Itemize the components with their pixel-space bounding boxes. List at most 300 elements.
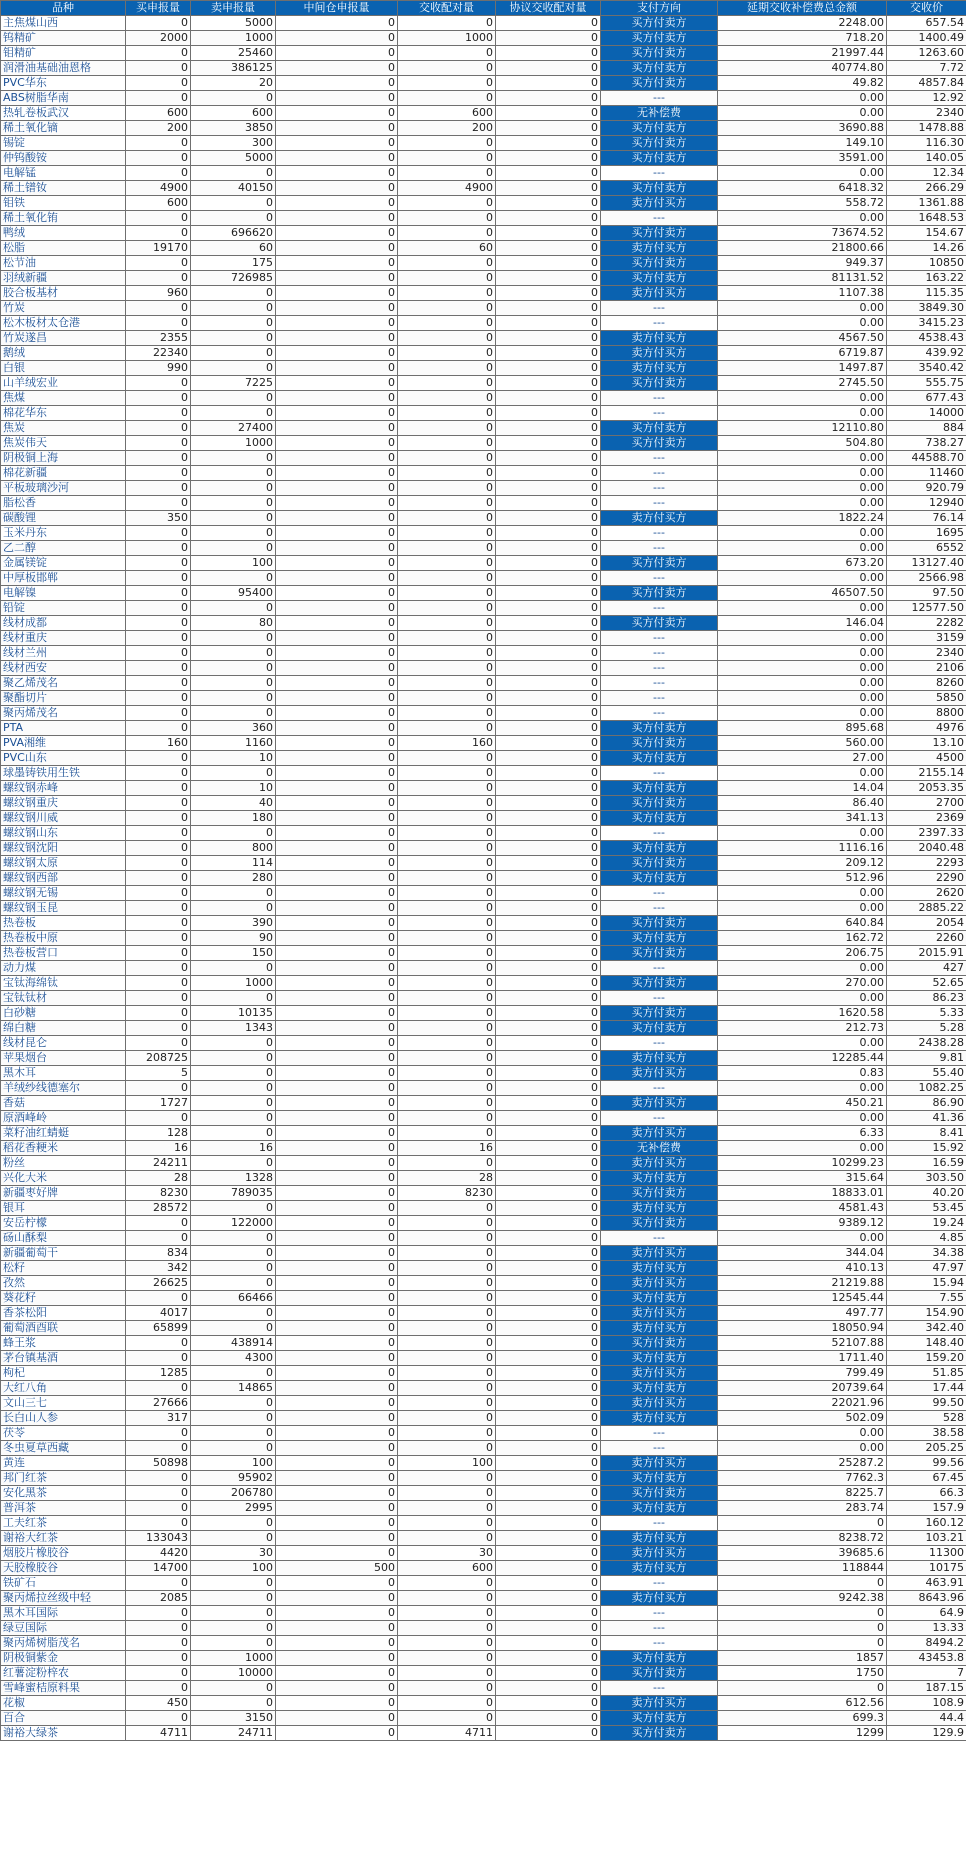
- cell-sell-declared: 0: [191, 691, 276, 706]
- cell-middle-warehouse: 0: [276, 451, 398, 466]
- cell-variety: 球墨铸铁用生铁: [1, 766, 126, 781]
- cell-agreement-match: 0: [496, 196, 601, 211]
- table-row: [1, 901, 966, 916]
- cell-middle-warehouse: 0: [276, 496, 398, 511]
- table-row: [1, 1621, 966, 1636]
- cell-pay-direction: ---: [601, 766, 718, 781]
- cell-sell-declared: 90: [191, 931, 276, 946]
- table-row: [1, 616, 966, 631]
- cell-sell-declared: 0: [191, 511, 276, 526]
- cell-variety: 线材兰州: [1, 646, 126, 661]
- cell-agreement-match: 0: [496, 1006, 601, 1021]
- cell-variety: 普洱茶: [1, 1501, 126, 1516]
- cell-sell-declared: 0: [191, 1156, 276, 1171]
- cell-middle-warehouse: 0: [276, 1726, 398, 1741]
- cell-delivery-match: 60: [398, 241, 496, 256]
- cell-agreement-match: 0: [496, 151, 601, 166]
- cell-buy-declared: 16: [126, 1141, 191, 1156]
- cell-sell-declared: 100: [191, 1561, 276, 1576]
- cell-middle-warehouse: 0: [276, 421, 398, 436]
- table-row: [1, 421, 966, 436]
- table-row: [1, 76, 966, 91]
- cell-variety: 葡萄酒酉联: [1, 1321, 126, 1336]
- cell-agreement-match: 0: [496, 541, 601, 556]
- cell-buy-declared: 0: [126, 901, 191, 916]
- cell-agreement-match: 0: [496, 826, 601, 841]
- cell-variety: 花椒: [1, 1696, 126, 1711]
- cell-buy-declared: 0: [126, 931, 191, 946]
- cell-sell-declared: 5000: [191, 16, 276, 31]
- cell-buy-declared: 0: [126, 256, 191, 271]
- cell-delivery-match: 0: [398, 1651, 496, 1666]
- cell-pay-direction: 买方付卖方: [601, 931, 718, 946]
- cell-buy-declared: 0: [126, 1681, 191, 1696]
- cell-agreement-match: 0: [496, 1366, 601, 1381]
- table-row: [1, 406, 966, 421]
- cell-sell-declared: 0: [191, 646, 276, 661]
- cell-agreement-match: 0: [496, 916, 601, 931]
- cell-compensation-total: 0.00: [718, 1036, 887, 1051]
- cell-sell-declared: 0: [191, 1066, 276, 1081]
- cell-sell-declared: 0: [191, 1276, 276, 1291]
- cell-delivery-match: 0: [398, 421, 496, 436]
- cell-compensation-total: 0.00: [718, 1426, 887, 1441]
- cell-sell-declared: 0: [191, 1426, 276, 1441]
- cell-buy-declared: 0: [126, 661, 191, 676]
- cell-middle-warehouse: 0: [276, 1591, 398, 1606]
- cell-variety: 天胶橡胶谷: [1, 1561, 126, 1576]
- table-row: [1, 1516, 966, 1531]
- table-row: [1, 301, 966, 316]
- cell-delivery-match: 0: [398, 61, 496, 76]
- cell-pay-direction: 买方付卖方: [601, 1486, 718, 1501]
- cell-middle-warehouse: 0: [276, 1396, 398, 1411]
- cell-middle-warehouse: 0: [276, 1336, 398, 1351]
- cell-delivery-price: 10850: [887, 256, 966, 271]
- cell-agreement-match: 0: [496, 706, 601, 721]
- cell-sell-declared: 0: [191, 316, 276, 331]
- cell-middle-warehouse: 0: [276, 721, 398, 736]
- cell-variety: 电解锰: [1, 166, 126, 181]
- cell-agreement-match: 0: [496, 46, 601, 61]
- cell-sell-declared: 0: [191, 601, 276, 616]
- cell-middle-warehouse: 0: [276, 766, 398, 781]
- cell-sell-declared: 0: [191, 1606, 276, 1621]
- table-row: [1, 1546, 966, 1561]
- cell-variety: 热卷板营口: [1, 946, 126, 961]
- cell-delivery-match: 0: [398, 301, 496, 316]
- cell-variety: 稻花香粳米: [1, 1141, 126, 1156]
- cell-buy-declared: 0: [126, 856, 191, 871]
- cell-delivery-match: 600: [398, 1561, 496, 1576]
- cell-sell-declared: 0: [191, 1126, 276, 1141]
- cell-variety: 螺纹钢太原: [1, 856, 126, 871]
- cell-pay-direction: ---: [601, 1426, 718, 1441]
- cell-variety: 谢裕大绿茶: [1, 1726, 126, 1741]
- cell-variety: 棉花华东: [1, 406, 126, 421]
- cell-sell-declared: 1343: [191, 1021, 276, 1036]
- cell-variety: 羽绒新疆: [1, 271, 126, 286]
- cell-delivery-match: 0: [398, 796, 496, 811]
- table-row: [1, 1366, 966, 1381]
- cell-variety: 铁矿石: [1, 1576, 126, 1591]
- cell-pay-direction: ---: [601, 991, 718, 1006]
- table-row: [1, 1096, 966, 1111]
- cell-pay-direction: 买方付卖方: [601, 1006, 718, 1021]
- cell-pay-direction: 买方付卖方: [601, 376, 718, 391]
- cell-agreement-match: 0: [496, 1351, 601, 1366]
- cell-delivery-price: 677.43: [887, 391, 966, 406]
- table-row: [1, 1111, 966, 1126]
- cell-sell-declared: 0: [191, 1306, 276, 1321]
- cell-middle-warehouse: 0: [276, 16, 398, 31]
- cell-delivery-price: 2290: [887, 871, 966, 886]
- cell-pay-direction: 卖方付买方: [601, 1156, 718, 1171]
- cell-compensation-total: 4581.43: [718, 1201, 887, 1216]
- cell-buy-declared: 0: [126, 571, 191, 586]
- cell-delivery-match: 0: [398, 406, 496, 421]
- cell-agreement-match: 0: [496, 886, 601, 901]
- table-row: [1, 1321, 966, 1336]
- cell-delivery-match: 0: [398, 1501, 496, 1516]
- cell-delivery-match: 0: [398, 1066, 496, 1081]
- cell-middle-warehouse: 0: [276, 1171, 398, 1186]
- cell-delivery-price: 2282: [887, 616, 966, 631]
- cell-agreement-match: 0: [496, 1531, 601, 1546]
- cell-variety: 谢裕大红茶: [1, 1531, 126, 1546]
- table-row: [1, 256, 966, 271]
- cell-agreement-match: 0: [496, 1711, 601, 1726]
- cell-delivery-price: 1263.60: [887, 46, 966, 61]
- table-row: [1, 391, 966, 406]
- cell-sell-declared: 1160: [191, 736, 276, 751]
- cell-middle-warehouse: 0: [276, 181, 398, 196]
- cell-variety: 鸭绒: [1, 226, 126, 241]
- cell-pay-direction: ---: [601, 961, 718, 976]
- cell-pay-direction: 买方付卖方: [601, 16, 718, 31]
- cell-pay-direction: 买方付卖方: [601, 916, 718, 931]
- cell-middle-warehouse: 0: [276, 1051, 398, 1066]
- table-row: [1, 721, 966, 736]
- cell-middle-warehouse: 0: [276, 271, 398, 286]
- cell-sell-declared: 10: [191, 781, 276, 796]
- cell-compensation-total: 1116.16: [718, 841, 887, 856]
- cell-sell-declared: 4300: [191, 1351, 276, 1366]
- cell-agreement-match: 0: [496, 376, 601, 391]
- cell-delivery-match: 0: [398, 1471, 496, 1486]
- cell-compensation-total: 0.00: [718, 541, 887, 556]
- cell-sell-declared: 20: [191, 76, 276, 91]
- cell-delivery-match: 0: [398, 721, 496, 736]
- cell-pay-direction: 卖方付买方: [601, 1456, 718, 1471]
- cell-delivery-match: 0: [398, 1441, 496, 1456]
- cell-buy-declared: 0: [126, 1486, 191, 1501]
- cell-buy-declared: 0: [126, 781, 191, 796]
- cell-sell-declared: 5000: [191, 151, 276, 166]
- cell-delivery-match: 0: [398, 1006, 496, 1021]
- cell-middle-warehouse: 0: [276, 1516, 398, 1531]
- cell-compensation-total: 212.73: [718, 1021, 887, 1036]
- cell-sell-declared: 3850: [191, 121, 276, 136]
- cell-delivery-match: 0: [398, 1216, 496, 1231]
- cell-delivery-match: 0: [398, 961, 496, 976]
- cell-buy-declared: 0: [126, 721, 191, 736]
- table-row: [1, 1246, 966, 1261]
- cell-buy-declared: 0: [126, 1501, 191, 1516]
- cell-pay-direction: 买方付卖方: [601, 1021, 718, 1036]
- cell-middle-warehouse: 0: [276, 436, 398, 451]
- cell-delivery-price: 1695: [887, 526, 966, 541]
- cell-delivery-price: 99.50: [887, 1396, 966, 1411]
- cell-sell-declared: 438914: [191, 1336, 276, 1351]
- cell-delivery-price: 66.3: [887, 1486, 966, 1501]
- cell-agreement-match: 0: [496, 1411, 601, 1426]
- cell-compensation-total: 0.00: [718, 961, 887, 976]
- cell-compensation-total: 1857: [718, 1651, 887, 1666]
- cell-delivery-match: 160: [398, 736, 496, 751]
- cell-sell-declared: 0: [191, 166, 276, 181]
- cell-variety: 焦煤: [1, 391, 126, 406]
- cell-compensation-total: 0.00: [718, 166, 887, 181]
- cell-sell-declared: 24711: [191, 1726, 276, 1741]
- cell-buy-declared: 0: [126, 976, 191, 991]
- cell-delivery-price: 2155.14: [887, 766, 966, 781]
- cell-delivery-match: 30: [398, 1546, 496, 1561]
- cell-middle-warehouse: 0: [276, 631, 398, 646]
- cell-delivery-match: 1000: [398, 31, 496, 46]
- table-row: [1, 841, 966, 856]
- cell-compensation-total: 315.64: [718, 1171, 887, 1186]
- cell-pay-direction: ---: [601, 316, 718, 331]
- cell-sell-declared: 0: [191, 1096, 276, 1111]
- cell-pay-direction: 买方付卖方: [601, 556, 718, 571]
- cell-sell-declared: 0: [191, 1411, 276, 1426]
- cell-delivery-match: 0: [398, 706, 496, 721]
- cell-delivery-price: 4857.84: [887, 76, 966, 91]
- cell-compensation-total: 7762.3: [718, 1471, 887, 1486]
- cell-variety: 中厚板邯郸: [1, 571, 126, 586]
- cell-variety: 黄连: [1, 1456, 126, 1471]
- cell-compensation-total: 9242.38: [718, 1591, 887, 1606]
- cell-compensation-total: 341.13: [718, 811, 887, 826]
- cell-middle-warehouse: 0: [276, 1156, 398, 1171]
- cell-variety: 电解镍: [1, 586, 126, 601]
- cell-sell-declared: 30: [191, 1546, 276, 1561]
- cell-variety: 安岳柠檬: [1, 1216, 126, 1231]
- cell-buy-declared: 0: [126, 631, 191, 646]
- cell-pay-direction: ---: [601, 466, 718, 481]
- cell-variety: 枸杞: [1, 1366, 126, 1381]
- cell-pay-direction: 买方付卖方: [601, 976, 718, 991]
- table-row: [1, 376, 966, 391]
- cell-compensation-total: 18833.01: [718, 1186, 887, 1201]
- cell-middle-warehouse: 0: [276, 1291, 398, 1306]
- cell-buy-declared: 0: [126, 1636, 191, 1651]
- cell-delivery-price: 44.4: [887, 1711, 966, 1726]
- cell-agreement-match: 0: [496, 331, 601, 346]
- cell-middle-warehouse: 0: [276, 1261, 398, 1276]
- cell-pay-direction: ---: [601, 211, 718, 226]
- cell-buy-declared: 128: [126, 1126, 191, 1141]
- cell-agreement-match: 0: [496, 841, 601, 856]
- cell-delivery-price: 159.20: [887, 1351, 966, 1366]
- cell-agreement-match: 0: [496, 286, 601, 301]
- cell-variety: PVA湘维: [1, 736, 126, 751]
- cell-middle-warehouse: 0: [276, 1081, 398, 1096]
- cell-compensation-total: 22021.96: [718, 1396, 887, 1411]
- cell-buy-declared: 0: [126, 526, 191, 541]
- cell-agreement-match: 0: [496, 1096, 601, 1111]
- cell-delivery-price: 7: [887, 1666, 966, 1681]
- cell-buy-declared: 2085: [126, 1591, 191, 1606]
- cell-variety: 钨精矿: [1, 31, 126, 46]
- cell-delivery-match: 0: [398, 1486, 496, 1501]
- cell-compensation-total: 0.00: [718, 601, 887, 616]
- cell-buy-declared: 0: [126, 46, 191, 61]
- cell-agreement-match: 0: [496, 181, 601, 196]
- table-row: [1, 751, 966, 766]
- cell-middle-warehouse: 0: [276, 676, 398, 691]
- cell-pay-direction: 买方付卖方: [601, 256, 718, 271]
- table-row: [1, 1426, 966, 1441]
- cell-agreement-match: 0: [496, 241, 601, 256]
- cell-buy-declared: 0: [126, 556, 191, 571]
- cell-variety: 安化黑茶: [1, 1486, 126, 1501]
- cell-sell-declared: 95400: [191, 586, 276, 601]
- cell-middle-warehouse: 0: [276, 691, 398, 706]
- table-row: [1, 796, 966, 811]
- cell-pay-direction: ---: [601, 901, 718, 916]
- cell-compensation-total: 20739.64: [718, 1381, 887, 1396]
- table-row: [1, 496, 966, 511]
- cell-pay-direction: 买方付卖方: [601, 76, 718, 91]
- cell-variety: 聚丙烯拉丝级中轻: [1, 1591, 126, 1606]
- cell-delivery-match: 0: [398, 1306, 496, 1321]
- table-row: [1, 121, 966, 136]
- cell-delivery-match: 0: [398, 76, 496, 91]
- cell-delivery-price: 2566.98: [887, 571, 966, 586]
- table-row: [1, 1081, 966, 1096]
- cell-variety: 稀土氧化镝: [1, 121, 126, 136]
- cell-buy-declared: 0: [126, 1021, 191, 1036]
- cell-sell-declared: 1000: [191, 1651, 276, 1666]
- cell-pay-direction: ---: [601, 451, 718, 466]
- table-row: [1, 676, 966, 691]
- cell-buy-declared: 0: [126, 1576, 191, 1591]
- cell-middle-warehouse: 0: [276, 1426, 398, 1441]
- cell-agreement-match: 0: [496, 511, 601, 526]
- cell-compensation-total: 3690.88: [718, 121, 887, 136]
- cell-delivery-match: 0: [398, 766, 496, 781]
- cell-delivery-price: 55.40: [887, 1066, 966, 1081]
- cell-middle-warehouse: 0: [276, 31, 398, 46]
- cell-agreement-match: 0: [496, 1021, 601, 1036]
- cell-delivery-price: 40.20: [887, 1186, 966, 1201]
- cell-delivery-match: 0: [398, 1516, 496, 1531]
- cell-delivery-match: 0: [398, 211, 496, 226]
- cell-sell-declared: 2995: [191, 1501, 276, 1516]
- cell-delivery-price: 2700: [887, 796, 966, 811]
- cell-variety: 焦炭伟天: [1, 436, 126, 451]
- cell-pay-direction: 买方付卖方: [601, 1216, 718, 1231]
- cell-delivery-match: 0: [398, 1081, 496, 1096]
- table-row: [1, 481, 966, 496]
- cell-pay-direction: 买方付卖方: [601, 736, 718, 751]
- cell-pay-direction: ---: [601, 526, 718, 541]
- cell-compensation-total: 1750: [718, 1666, 887, 1681]
- cell-agreement-match: 0: [496, 1066, 601, 1081]
- cell-pay-direction: 买方付卖方: [601, 31, 718, 46]
- cell-middle-warehouse: 0: [276, 361, 398, 376]
- cell-delivery-price: 8260: [887, 676, 966, 691]
- cell-buy-declared: 208725: [126, 1051, 191, 1066]
- cell-pay-direction: 卖方付买方: [601, 1396, 718, 1411]
- cell-compensation-total: 0.00: [718, 391, 887, 406]
- cell-delivery-match: 200: [398, 121, 496, 136]
- cell-delivery-price: 4500: [887, 751, 966, 766]
- cell-delivery-price: 555.75: [887, 376, 966, 391]
- table-row: [1, 706, 966, 721]
- table-row: [1, 571, 966, 586]
- cell-variety: 热卷板: [1, 916, 126, 931]
- table-row: [1, 46, 966, 61]
- cell-compensation-total: 40774.80: [718, 61, 887, 76]
- cell-delivery-match: 0: [398, 16, 496, 31]
- cell-variety: 松节油: [1, 256, 126, 271]
- cell-middle-warehouse: 0: [276, 166, 398, 181]
- table-row: [1, 1681, 966, 1696]
- cell-variety: 鹅绒: [1, 346, 126, 361]
- cell-pay-direction: 卖方付买方: [601, 1561, 718, 1576]
- cell-agreement-match: 0: [496, 1486, 601, 1501]
- cell-delivery-match: 0: [398, 826, 496, 841]
- cell-sell-declared: 40: [191, 796, 276, 811]
- cell-buy-declared: 317: [126, 1411, 191, 1426]
- cell-delivery-match: 0: [398, 196, 496, 211]
- cell-compensation-total: 8225.7: [718, 1486, 887, 1501]
- cell-buy-declared: 0: [126, 481, 191, 496]
- cell-variety: 线材成都: [1, 616, 126, 631]
- table-row: [1, 766, 966, 781]
- cell-variety: 孜然: [1, 1276, 126, 1291]
- cell-buy-declared: 0: [126, 151, 191, 166]
- cell-buy-declared: 0: [126, 991, 191, 1006]
- cell-buy-declared: 133043: [126, 1531, 191, 1546]
- cell-middle-warehouse: 0: [276, 1546, 398, 1561]
- cell-variety: 线材重庆: [1, 631, 126, 646]
- cell-sell-declared: 0: [191, 1621, 276, 1636]
- cell-pay-direction: 卖方付买方: [601, 331, 718, 346]
- cell-delivery-price: 1400.49: [887, 31, 966, 46]
- cell-buy-declared: 0: [126, 451, 191, 466]
- cell-delivery-match: 0: [398, 571, 496, 586]
- cell-sell-declared: 100: [191, 556, 276, 571]
- cell-pay-direction: 卖方付买方: [601, 1696, 718, 1711]
- cell-buy-declared: 4017: [126, 1306, 191, 1321]
- cell-delivery-match: 0: [398, 691, 496, 706]
- cell-agreement-match: 0: [496, 1456, 601, 1471]
- cell-variety: 菜籽油红蜻蜓: [1, 1126, 126, 1141]
- cell-pay-direction: ---: [601, 631, 718, 646]
- cell-middle-warehouse: 0: [276, 1306, 398, 1321]
- table-row: [1, 1186, 966, 1201]
- table-row: [1, 1036, 966, 1051]
- table-row: [1, 1306, 966, 1321]
- cell-buy-declared: 0: [126, 541, 191, 556]
- cell-delivery-price: 4538.43: [887, 331, 966, 346]
- cell-delivery-price: 76.14: [887, 511, 966, 526]
- table-row: [1, 871, 966, 886]
